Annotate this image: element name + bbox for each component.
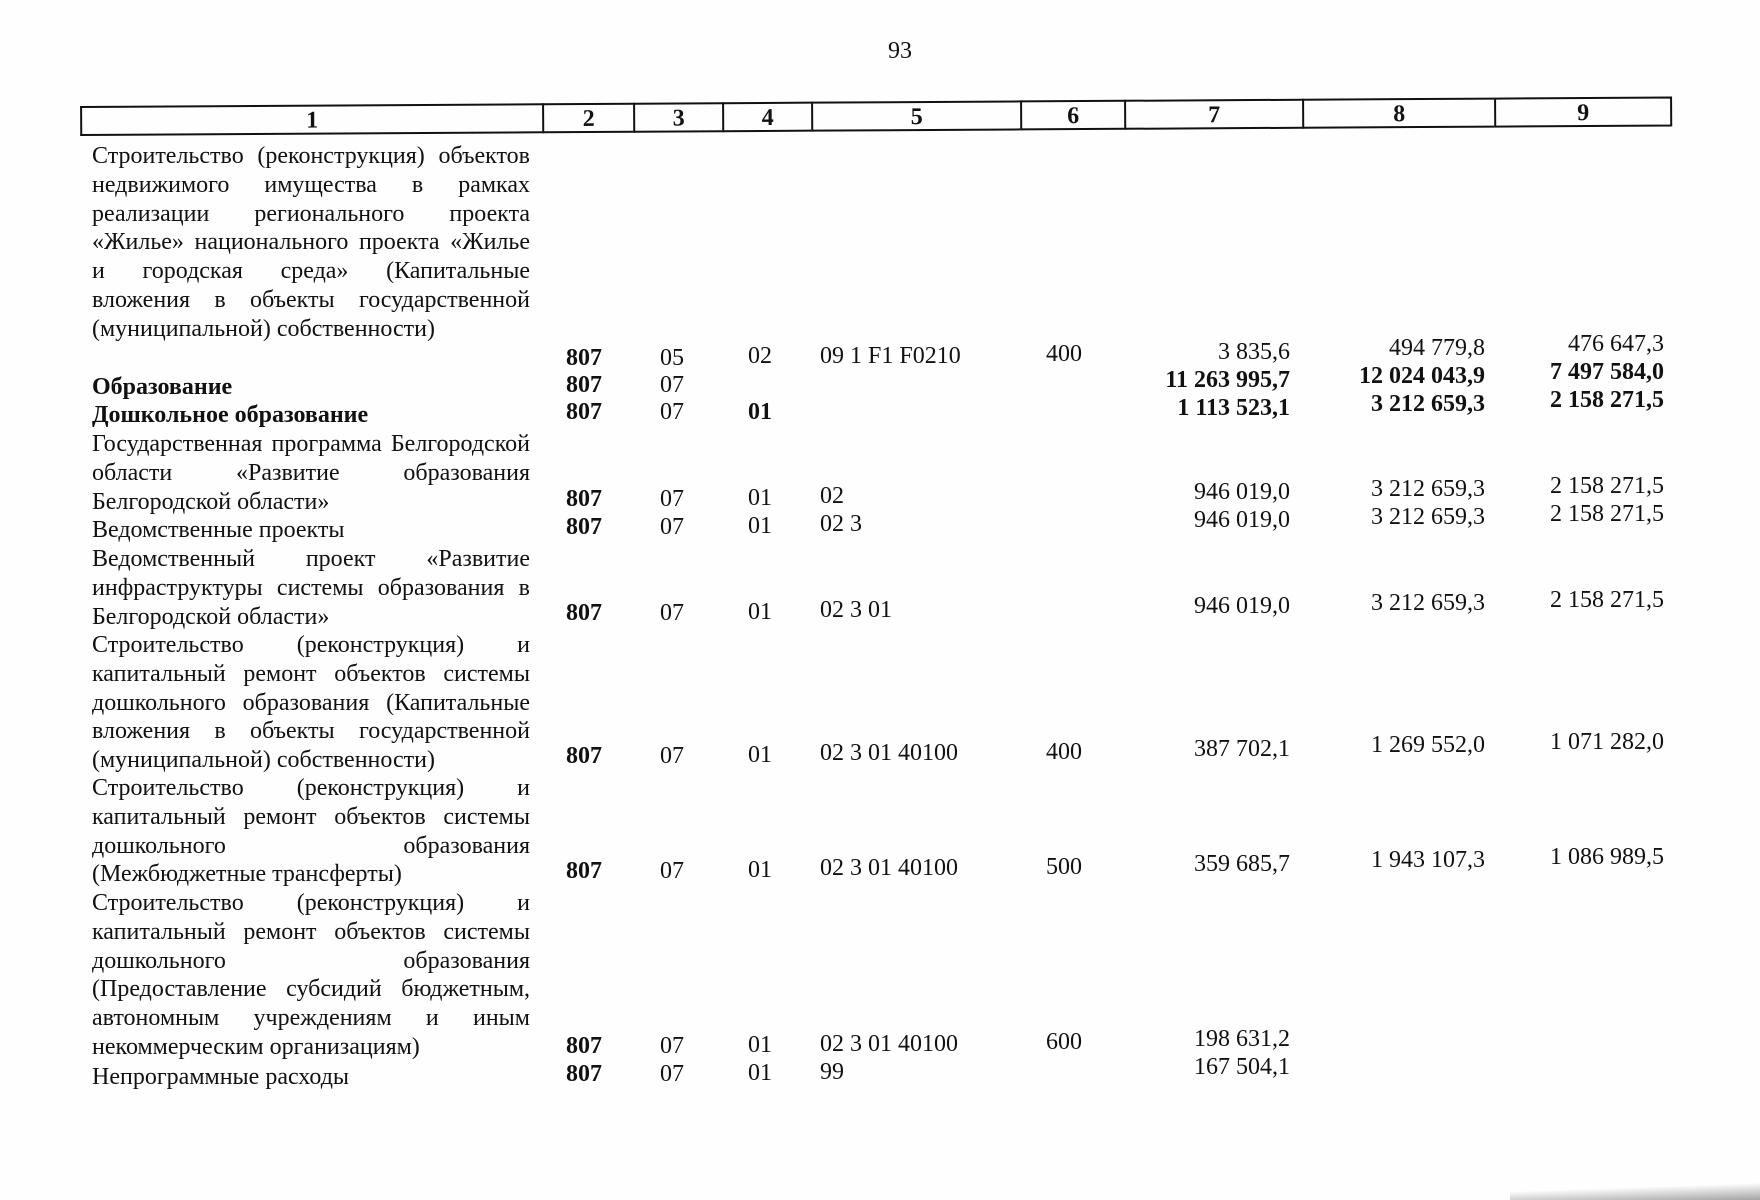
row-value-9: 1 071 282,0 bbox=[1550, 729, 1664, 755]
row-value-9: 7 497 584,0 bbox=[1550, 359, 1664, 385]
row-code-6: 600 bbox=[1046, 1029, 1082, 1055]
row-value-7: 167 504,1 bbox=[1194, 1054, 1290, 1080]
row-code-2: 807 bbox=[566, 372, 602, 398]
row-code-3: 07 bbox=[660, 600, 684, 626]
row-name: Образование bbox=[92, 374, 233, 400]
column-header-4: 4 bbox=[722, 102, 811, 133]
row-code-5: 02 bbox=[820, 483, 844, 509]
row-value-7: 11 263 995,7 bbox=[1165, 367, 1290, 393]
row-name: Строительство (реконструкция) и капитальный ремонт объектов системы дошкольного образования (Межбюджетные трансферты) bbox=[92, 775, 530, 888]
row-code-2: 807 bbox=[566, 514, 602, 540]
scan-shadow bbox=[1510, 1180, 1760, 1200]
row-value-7: 359 685,7 bbox=[1194, 851, 1290, 877]
row-code-3: 07 bbox=[660, 1061, 684, 1087]
row-value-9: 2 158 271,5 bbox=[1550, 501, 1664, 527]
row-value-7: 387 702,1 bbox=[1194, 736, 1290, 762]
row-name: Государственная программа Белгородской области «Развитие образования Белгородской области» bbox=[92, 431, 530, 515]
row-value-9: 2 158 271,5 bbox=[1550, 587, 1664, 613]
row-value-8: 1 269 552,0 bbox=[1371, 732, 1485, 758]
row-code-4: 01 bbox=[748, 1032, 772, 1058]
row-value-9: 1 086 989,5 bbox=[1550, 844, 1664, 870]
column-header-7: 7 bbox=[1124, 99, 1302, 130]
row-code-4: 01 bbox=[748, 399, 772, 425]
row-code-5: 02 3 01 40100 bbox=[820, 1031, 958, 1057]
column-header-8: 8 bbox=[1302, 98, 1494, 129]
row-code-3: 07 bbox=[660, 514, 684, 540]
row-code-3: 07 bbox=[660, 858, 684, 884]
row-value-7: 3 835,6 bbox=[1218, 339, 1290, 365]
row-code-5: 02 3 bbox=[820, 511, 862, 537]
row-value-8: 494 779,8 bbox=[1389, 335, 1485, 361]
row-code-3: 07 bbox=[660, 372, 684, 398]
row-value-8: 12 024 043,9 bbox=[1359, 363, 1485, 389]
row-code-4: 01 bbox=[748, 857, 772, 883]
row-name: Строительство (реконструкция) объектов недвижимого имущества в рамках реализации регионального проекта «Жилье» национального проекта «Жилье и городская среда» (Капитальные вложения в объекты государственной (муниципальной) собственности) bbox=[92, 143, 530, 342]
row-code-4: 01 bbox=[748, 599, 772, 625]
row-code-4: 01 bbox=[748, 1060, 772, 1086]
row-code-2: 807 bbox=[566, 1061, 602, 1087]
row-code-2: 807 bbox=[566, 399, 602, 425]
row-code-4: 02 bbox=[748, 343, 772, 369]
row-code-6: 400 bbox=[1046, 739, 1082, 765]
row-value-7: 946 019,0 bbox=[1194, 593, 1290, 619]
row-code-2: 807 bbox=[566, 345, 602, 371]
row-value-7: 946 019,0 bbox=[1194, 507, 1290, 533]
row-value-8: 1 943 107,3 bbox=[1371, 847, 1485, 873]
page-number: 93 bbox=[888, 38, 912, 64]
row-value-8: 3 212 659,3 bbox=[1371, 590, 1485, 616]
row-code-5: 99 bbox=[820, 1059, 844, 1085]
row-code-4: 01 bbox=[748, 742, 772, 768]
row-code-5: 02 3 01 bbox=[820, 597, 892, 623]
row-value-9: 476 647,3 bbox=[1568, 331, 1664, 357]
row-name: Ведомственный проект «Развитие инфраструктуры системы образования в Белгородской области» bbox=[92, 546, 530, 630]
row-name: Дошкольное образование bbox=[92, 402, 369, 428]
column-header-9: 9 bbox=[1494, 97, 1672, 128]
row-name: Непрограммные расходы bbox=[92, 1064, 350, 1090]
row-code-2: 807 bbox=[566, 600, 602, 626]
column-header-5: 5 bbox=[811, 100, 1020, 131]
row-code-3: 07 bbox=[660, 399, 684, 425]
row-name: Строительство (реконструкция) и капитальный ремонт объектов системы дошкольного образования (Предоставление субсидий бюджетным, автономным учреждениям и иным некоммерческим организациям) bbox=[92, 890, 530, 1060]
row-code-6: 400 bbox=[1046, 341, 1082, 367]
column-header-6: 6 bbox=[1020, 100, 1124, 131]
row-code-5: 02 3 01 40100 bbox=[820, 740, 958, 766]
row-name: Строительство (реконструкция) и капитальный ремонт объектов системы дошкольного образования (Капитальные вложения в объекты государственной (муниципальной) собственности) bbox=[92, 632, 530, 774]
row-value-8: 3 212 659,3 bbox=[1371, 504, 1485, 530]
row-value-9: 2 158 271,5 bbox=[1550, 387, 1664, 413]
row-code-6: 500 bbox=[1046, 854, 1082, 880]
row-code-3: 07 bbox=[660, 486, 684, 512]
row-code-5: 02 3 01 40100 bbox=[820, 855, 958, 881]
row-code-2: 807 bbox=[566, 1033, 602, 1059]
row-value-7: 198 631,2 bbox=[1194, 1026, 1290, 1052]
row-code-4: 01 bbox=[748, 513, 772, 539]
row-code-2: 807 bbox=[566, 486, 602, 512]
row-code-3: 05 bbox=[660, 345, 684, 371]
row-value-9: 2 158 271,5 bbox=[1550, 473, 1664, 499]
column-header-2: 2 bbox=[542, 103, 633, 134]
row-code-5: 09 1 F1 F0210 bbox=[820, 343, 961, 369]
row-value-8: 3 212 659,3 bbox=[1371, 476, 1485, 502]
row-code-4: 01 bbox=[748, 485, 772, 511]
row-value-7: 1 113 523,1 bbox=[1177, 395, 1290, 421]
column-header-3: 3 bbox=[633, 102, 722, 133]
row-code-3: 07 bbox=[660, 743, 684, 769]
row-value-7: 946 019,0 bbox=[1194, 479, 1290, 505]
row-name: Ведомственные проекты bbox=[92, 517, 345, 543]
row-value-8: 3 212 659,3 bbox=[1371, 391, 1485, 417]
row-code-3: 07 bbox=[660, 1033, 684, 1059]
row-code-2: 807 bbox=[566, 858, 602, 884]
column-header-1: 1 bbox=[80, 103, 542, 136]
row-code-2: 807 bbox=[566, 743, 602, 769]
